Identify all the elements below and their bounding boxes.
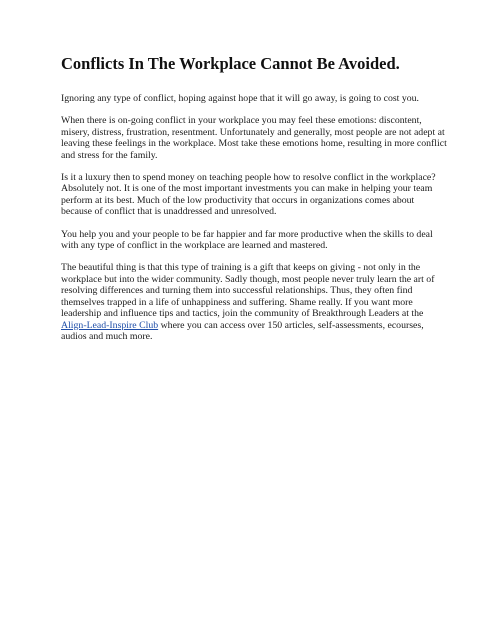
paragraph-investment: Is it a luxury then to spend money on teaching people how to resolve conflict in the workplace? Absolutely not. It is one of the most important investments you can make in helping your team perform at its best. Much of the low productivity that occurs in organizations comes about because of conflict that is unaddressed and unresolved. (61, 172, 436, 218)
paragraph-training (61, 262, 447, 342)
paragraph-productivity: You help you and your people to be far happier and far more productive when the skills to deal with any type of conflict in the workplace are learned and mastered. (61, 228, 433, 252)
document-title: Conflicts In The Workplace Cannot Be Avoided. (61, 54, 400, 73)
align-lead-inspire-club-link[interactable]: Align-Lead-Inspire Club (61, 319, 159, 331)
document-body (61, 54, 447, 353)
paragraph-intro: Ignoring any type of conflict, hoping against hope that it will go away, is going to cost you. (61, 93, 419, 104)
paragraph-emotions: When there is on-going conflict in your workplace you may feel these emotions: discontent, misery, distress, frustration, resentment. Unfortunately and generally, most people are not adept at leaving these feelings in the workplace. Most take these emotions home, resulting in more conflict and stress for the family. (61, 115, 447, 161)
paragraph-training-text: The beautiful thing is that this type of training is a gift that keeps on giving - not only in the workplace but into the wider community. Sadly though, most people never truly learn the art of resolving differences and turning them into successful relationships. Thus, they often find themselves trapped in a life of unhappiness and suffering. Shame really. If you want more leadership and influence tips and tactics, join the community of Breakthrough Leaders at the (61, 262, 435, 320)
paragraph-training-tail: where you can access over 150 articles, self-assessments, ecourses, audios and much more. (61, 319, 424, 342)
